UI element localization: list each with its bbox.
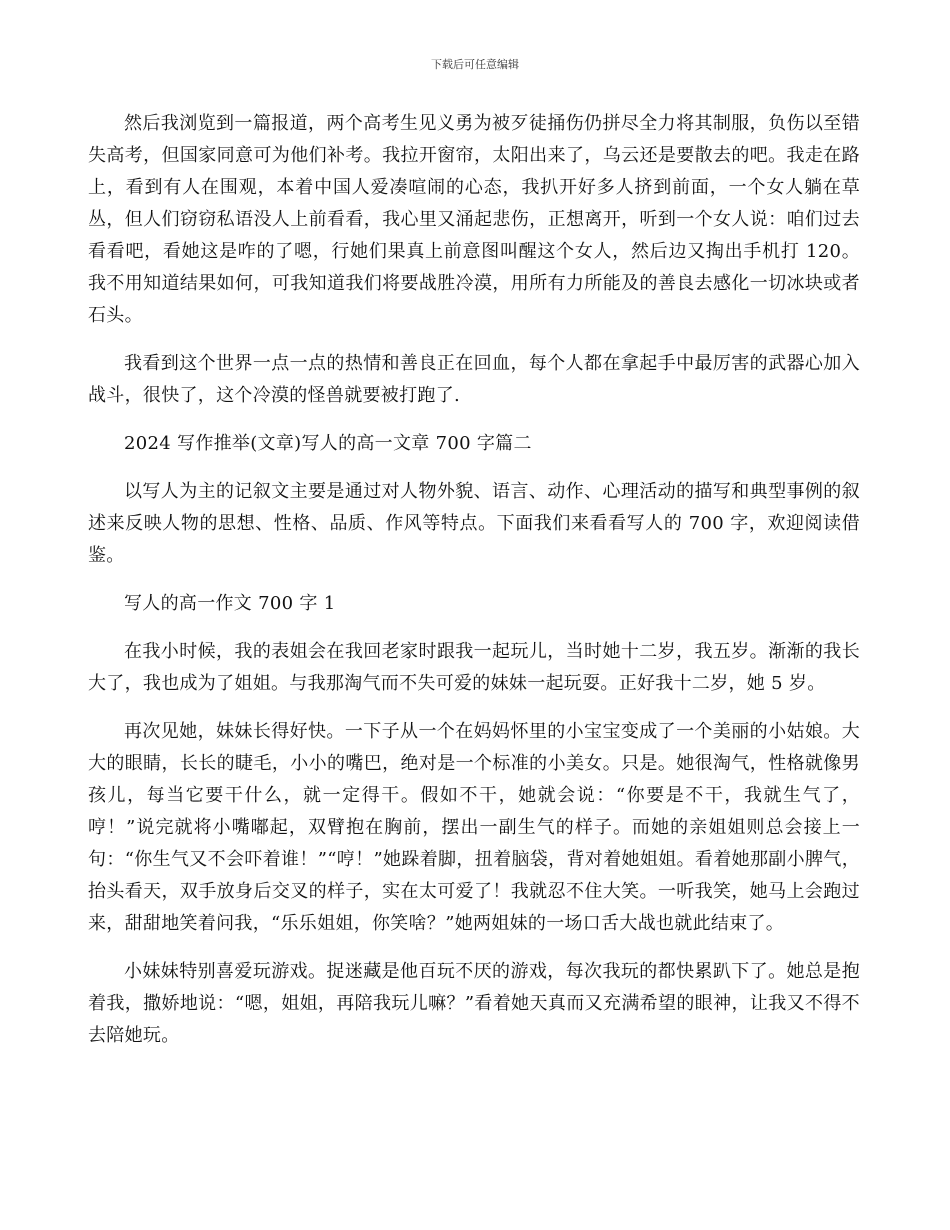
paragraph-report: 然后我浏览到一篇报道，两个高考生见义勇为被歹徒捅伤仍拼尽全力将其制服，负伤以至错失高考，但国家同意可为他们补考。我拉开窗帘，太阳出来了，乌云还是要散去的吧。我走在路上，看到有人在围观，本着中国人爱凑喧闹的心态，我扒开好多人挤到前面，一个女人躺在草丛，但人们窃窃私语没人上前看看，我心里又涌起悲伤，正想离开，听到一个女人说：咱们过去看看吧，看她这是咋的了嗯，行她们果真上前意图叫醒这个女人，然后边又掏出手机打 120。我不用知道结果如何，可我知道我们将要战胜冷漠，用所有力所能及的善良去感化一切冰块或者石头。 bbox=[88, 113, 860, 326]
essay-title: 写人的高一作文 700 字 1 bbox=[124, 593, 336, 614]
paragraph-intro: 以写人为主的记叙文主要是通过对人物外貌、语言、动作、心理活动的描写和典型事例的叙述来反映人物的思想、性格、品质、作风等特点。下面我们来看看写人的 700 字，欢迎阅读借鉴。 bbox=[88, 481, 860, 566]
page-header: 下载后可任意编辑 bbox=[431, 58, 519, 71]
paragraph-sister: 再次见她，妹妹长得好快。一下子从一个在妈妈怀里的小宝宝变成了一个美丽的小姑娘。大大的眼睛，长长的睫毛，小小的嘴巴，绝对是一个标准的小美女。只是。她很淘气，性格就像男孩儿，每当它要干什么，就一定得干。假如不干，她就会说：“你要是不干，我就生气了，哼！”说完就将小嘴嘟起，双臂抱在胸前，摆出一副生气的样子。而她的亲姐姐则总会接上一句：“你生气又不会吓着谁！”“哼！”她跺着脚，扭着脑袋，背对着她姐姐。看着她那副小脾气，抬头看天，双手放身后交叉的样子，实在太可爱了！我就忍不住大笑。一听我笑，她马上会跑过来，甜甜地笑着问我，“乐乐姐姐，你笑啥？”她两姐妹的一场口舌大战也就此结束了。 bbox=[88, 721, 860, 934]
paragraph-games: 小妹妹特别喜爱玩游戏。捉迷藏是他百玩不厌的游戏，每次我玩的都快累趴下了。她总是抱着我，撒娇地说：“嗯，姐姐，再陪我玩儿嘛？”看着她天真而又充满希望的眼神，让我又不得不去陪她玩。 bbox=[88, 961, 860, 1046]
paragraph-childhood: 在我小时候，我的表姐会在我回老家时跟我一起玩儿，当时她十二岁，我五岁。渐渐的我长大了，我也成为了姐姐。与我那淘气而不失可爱的妹妹一起玩耍。正好我十二岁，她 5 岁。 bbox=[88, 641, 860, 694]
paragraph-warmth: 我看到这个世界一点一点的热情和善良正在回血，每个人都在拿起手中最厉害的武器心加入战斗，很快了，这个冷漠的怪兽就要被打跑了. bbox=[88, 353, 860, 406]
section-title: 2024 写作推举(文章)写人的高一文章 700 字篇二 bbox=[124, 433, 532, 454]
document-body bbox=[88, 108, 860, 1068]
